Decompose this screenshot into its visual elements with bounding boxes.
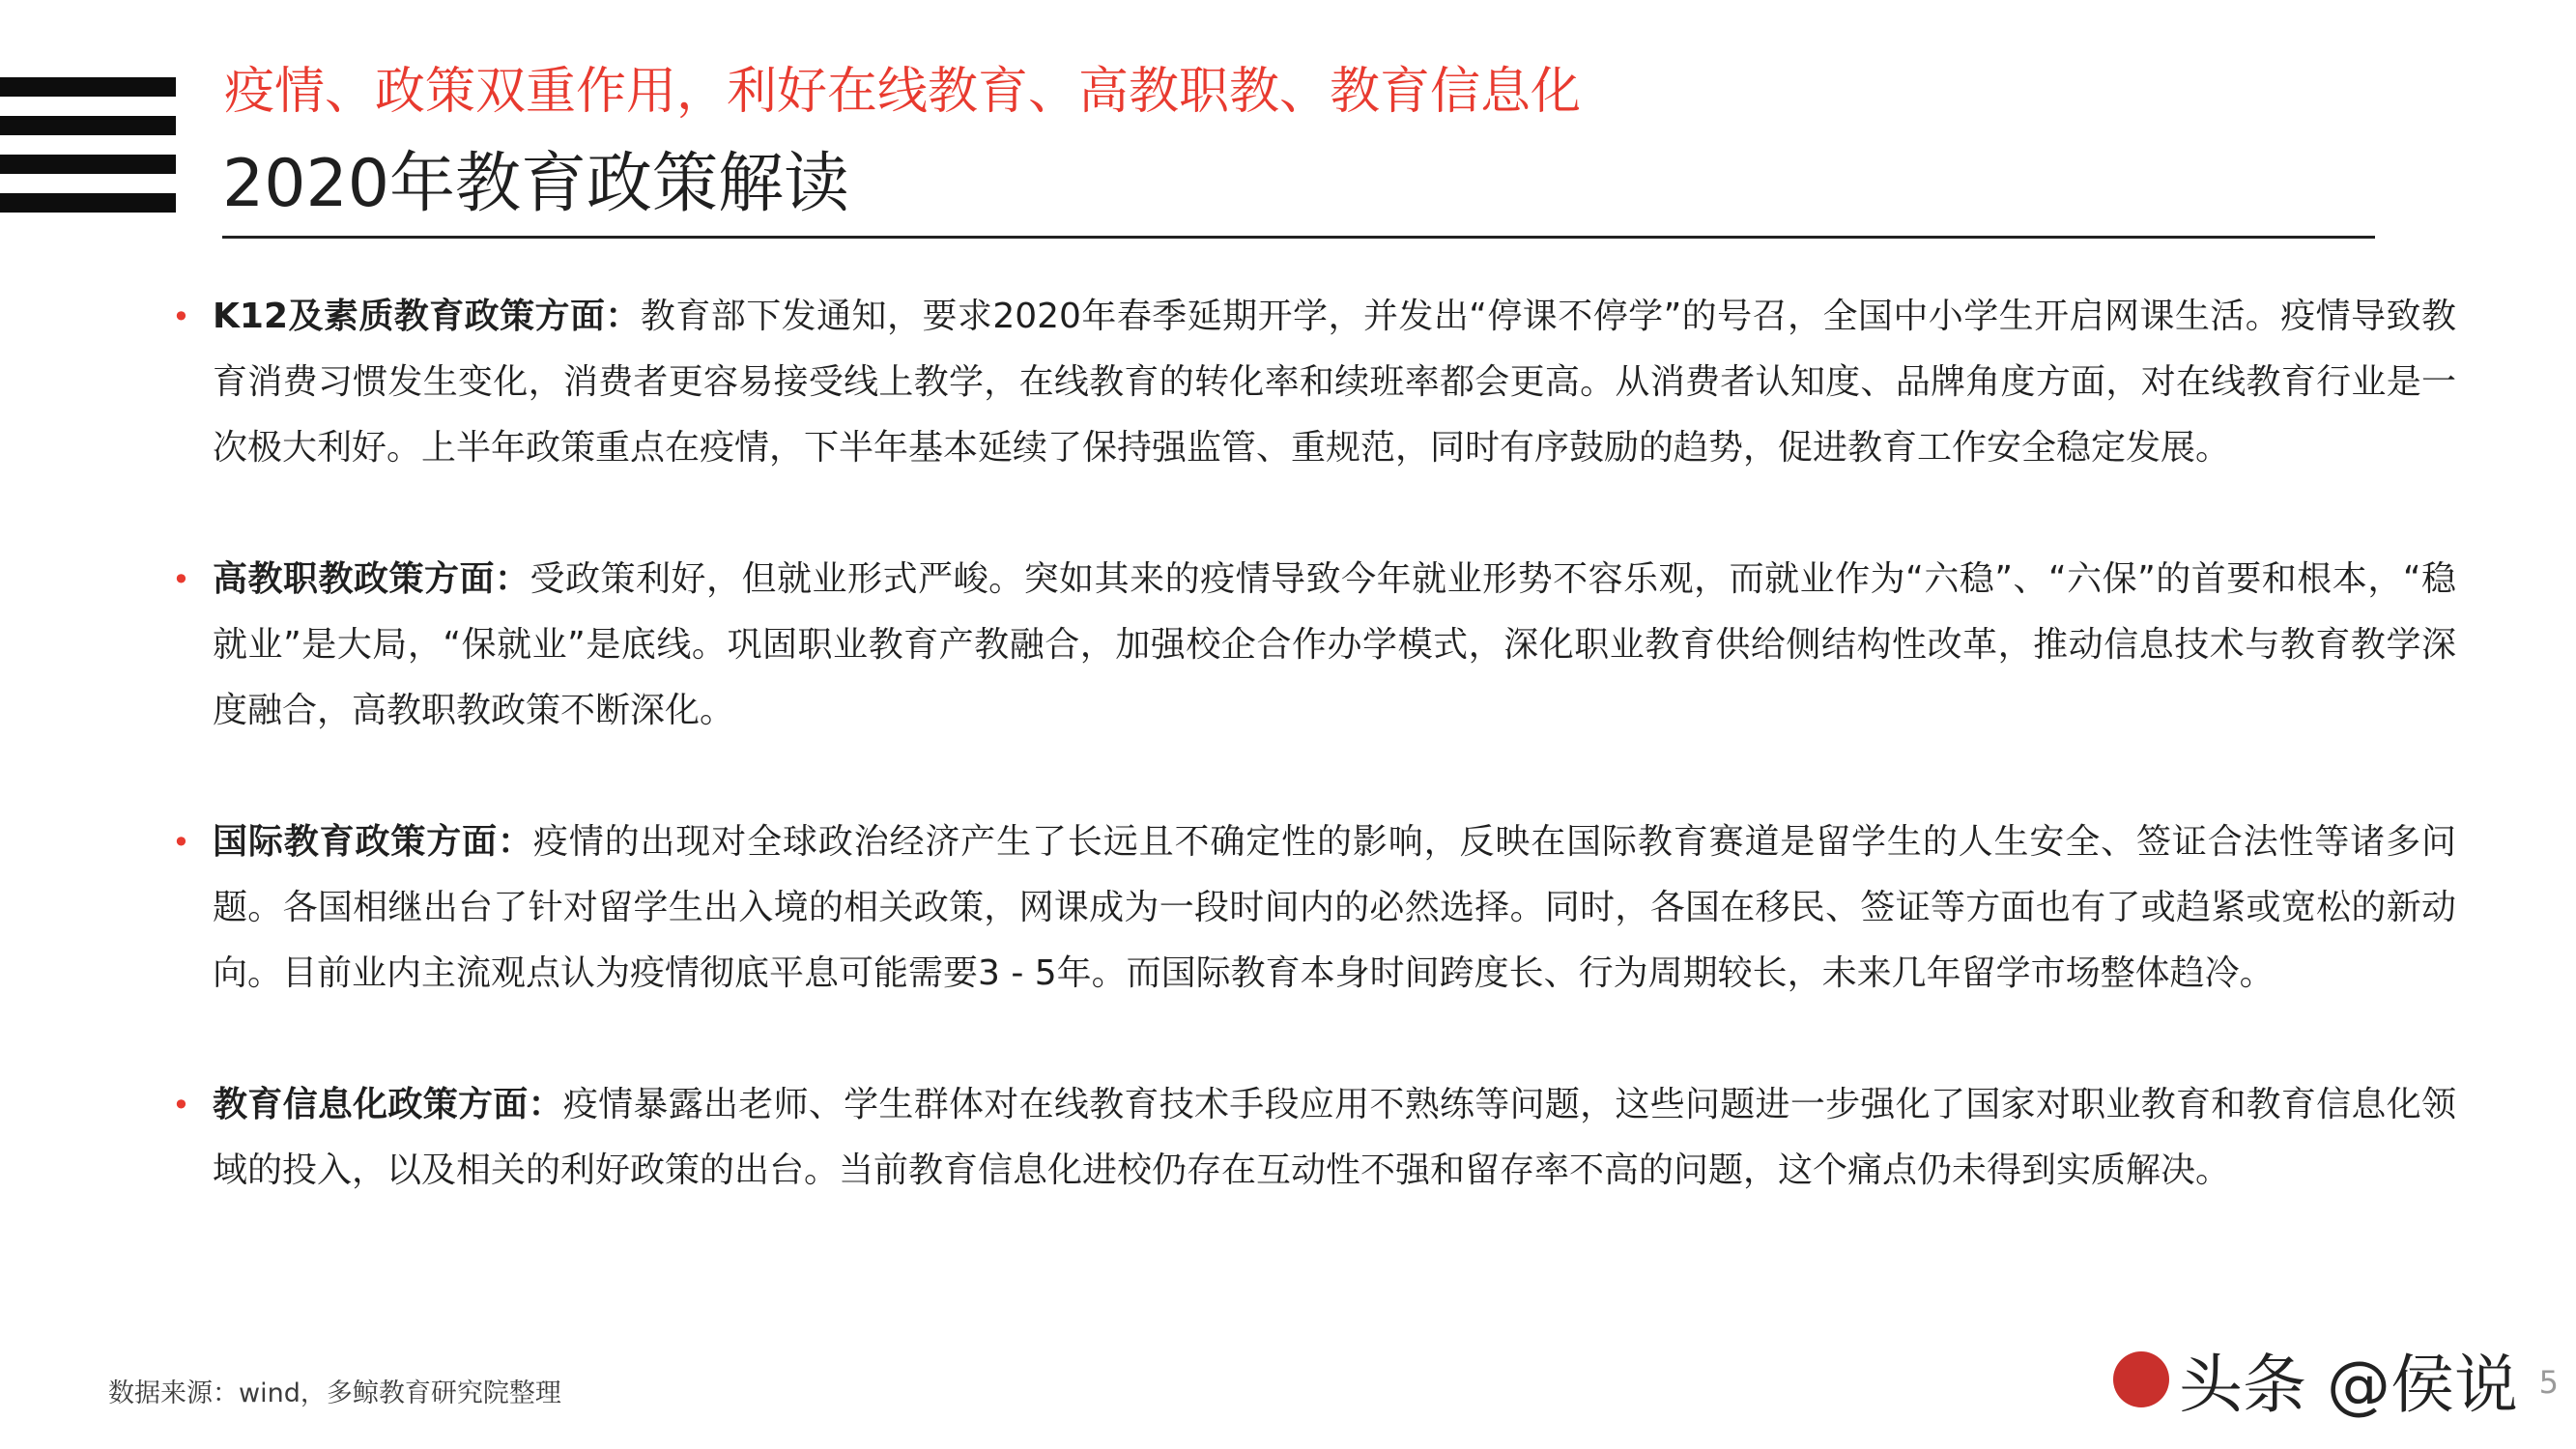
watermark: [2113, 1333, 2518, 1425]
policy-paragraph: [213, 547, 2456, 744]
slide-subtitle: 疫情、政策双重作用，利好在线教育、高教职教、教育信息化: [224, 63, 1582, 121]
policy-label: 高教职教政策方面：: [213, 559, 530, 599]
watermark-text: 头条 @侯说: [2179, 1348, 2518, 1422]
slide-title: 2020年教育政策解读: [222, 146, 850, 222]
policy-paragraph: [213, 284, 2456, 481]
policy-label: 国际教育政策方面：: [213, 822, 533, 862]
stripe: [0, 77, 176, 97]
policy-item-informatization: [172, 1072, 2456, 1204]
bullet-icon: •: [172, 298, 190, 335]
policy-list: [172, 284, 2456, 1269]
stripe: [0, 116, 176, 135]
stripe: [0, 155, 176, 174]
policy-text: 疫情暴露出老师、学生群体对在线教育技术手段应用不熟练等问题，这些问题进一步强化了国家对职业教育和教育信息化领域的投入，以及相关的利好政策的出台。当前教育信息化进校仍存在互动性不强和留存率不高的问题，这个痛点仍未得到实质解决。: [213, 1085, 2456, 1190]
title-divider: [222, 236, 2375, 239]
policy-label: 教育信息化政策方面：: [213, 1085, 563, 1124]
policy-paragraph: [213, 810, 2456, 1007]
policy-item-international: [172, 810, 2456, 1007]
bullet-icon: •: [172, 561, 190, 598]
policy-text: 疫情的出现对全球政治经济产生了长远且不确定性的影响，反映在国际教育赛道是留学生的人生安全、签证合法性等诸多问题。各国相继出台了针对留学生出入境的相关政策，网课成为一段时间内的必然选择。同时，各国在移民、签证等方面也有了或趋紧或宽松的新动向。目前业内主流观点认为疫情彻底平息可能需要3 - 5年。而国际教育本身时间跨度长、行为周期较长，未来几年留学市场整体趋冷。: [213, 822, 2456, 993]
page-number: 5: [2538, 1364, 2559, 1401]
policy-item-higher-vocational: [172, 547, 2456, 744]
policy-paragraph: [213, 1072, 2456, 1204]
policy-item-k12: [172, 284, 2456, 481]
header-stripes-decoration: [0, 77, 176, 232]
data-source-note: 数据来源：wind，多鲸教育研究院整理: [108, 1378, 561, 1408]
bullet-icon: •: [172, 1087, 190, 1123]
stripe: [0, 193, 176, 213]
policy-text: 受政策利好，但就业形式严峻。突如其来的疫情导致今年就业形势不容乐观，而就业作为“六稳”、“六保”的首要和根本，“稳就业”是大局，“保就业”是底线。巩固职业教育产教融合，加强校企合作办学模式，深化职业教育供给侧结构性改革，推动信息技术与教育教学深度融合，高教职教政策不断深化。: [213, 559, 2456, 730]
policy-text: 教育部下发通知，要求2020年春季延期开学，并发出“停课不停学”的号召，全国中小学生开启网课生活。疫情导致教育消费习惯发生变化，消费者更容易接受线上教学，在线教育的转化率和续班率都会更高。从消费者认知度、品牌角度方面，对在线教育行业是一次极大利好。上半年政策重点在疫情，下半年基本延续了保持强监管、重规范，同时有序鼓励的趋势，促进教育工作安全稳定发展。: [213, 297, 2457, 468]
policy-label: K12及素质教育政策方面：: [213, 297, 641, 336]
bullet-icon: •: [172, 824, 190, 861]
brand-logo-icon: [2113, 1351, 2169, 1407]
